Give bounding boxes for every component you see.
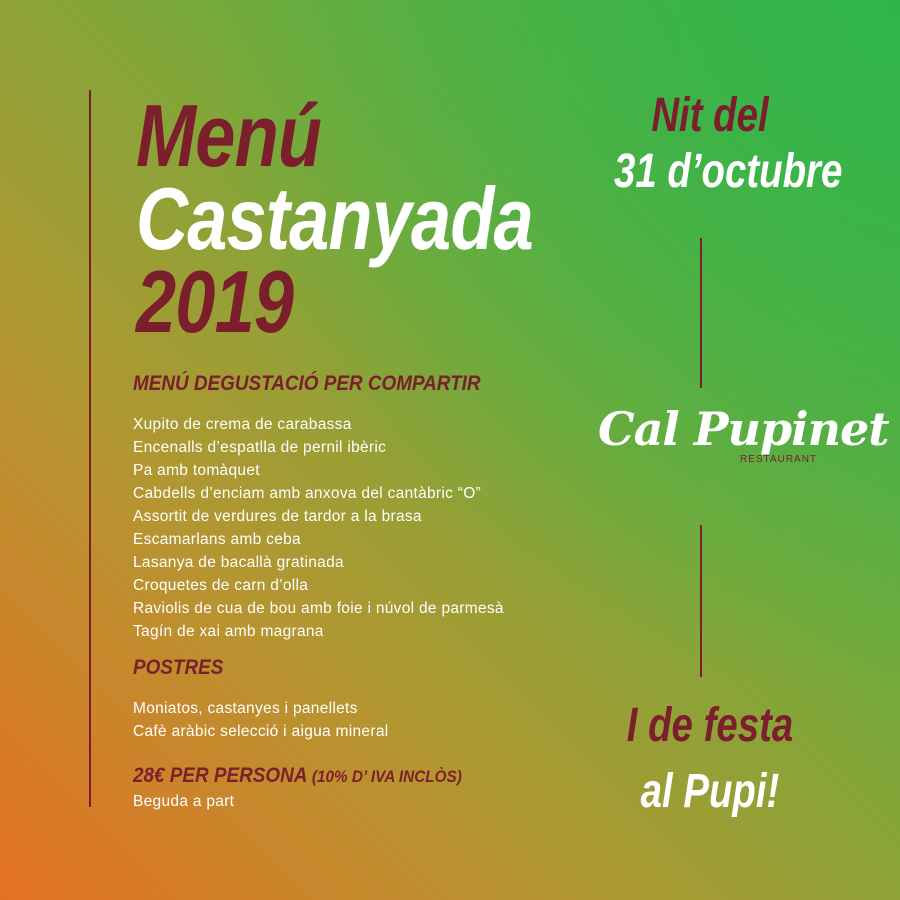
date-line-1: Nit del	[651, 89, 769, 142]
footer-line-2: al Pupi!	[640, 765, 780, 818]
menu-item: Croquetes de carn d’olla	[133, 577, 309, 594]
desserts-list	[133, 697, 388, 743]
menu-item: Encenalls d’espatlla de pernil ibèric	[133, 439, 387, 456]
left-divider-line	[89, 90, 91, 807]
logo-name: Cal Pupinet	[598, 402, 889, 456]
menu-item: Assortit de verdures de tardor a la brasa	[133, 508, 422, 525]
menu-item: Pa amb tomàquet	[133, 462, 260, 479]
menu-item: Cabdells d’enciam amb anxova del cantàbric “O”	[133, 485, 482, 502]
menu-item: Escamarlans amb ceba	[133, 531, 301, 548]
price-line	[133, 764, 462, 788]
right-divider-line-top	[700, 238, 702, 388]
footer-line-1: I de festa	[626, 699, 794, 752]
title-line-year: 2019	[136, 252, 294, 351]
dessert-item: Cafè aràbic selecció i aigua mineral	[133, 723, 389, 740]
dessert-item: Moniatos, castanyes i panellets	[133, 700, 358, 717]
menu-list	[133, 413, 504, 643]
drinks-note: Beguda a part	[133, 793, 235, 810]
date-line-2: 31 d’octubre	[614, 145, 843, 198]
menu-item: Tagín de xai amb magrana	[133, 623, 324, 640]
menu-item: Xupito de crema de carabassa	[133, 416, 352, 433]
logo-subtitle: RESTAURANT	[740, 454, 818, 465]
title-line-castanyada: Castanyada	[136, 169, 533, 268]
menu-item: Raviolis de cua de bou amb foie i núvol de parmesà	[133, 600, 504, 617]
desserts-heading: POSTRES	[133, 656, 224, 679]
menu-item: Lasanya de bacallà gratinada	[133, 554, 344, 571]
restaurant-logo	[598, 402, 889, 502]
right-divider-line-bottom	[700, 525, 702, 677]
title-line-menu: Menú	[136, 86, 322, 185]
menu-heading: MENÚ DEGUSTACIÓ PER COMPARTIR	[133, 372, 481, 395]
price-main: 28€ PER PERSONA	[133, 764, 307, 787]
price-tax-note: (10% D’ IVA INCLÒS)	[311, 767, 462, 786]
